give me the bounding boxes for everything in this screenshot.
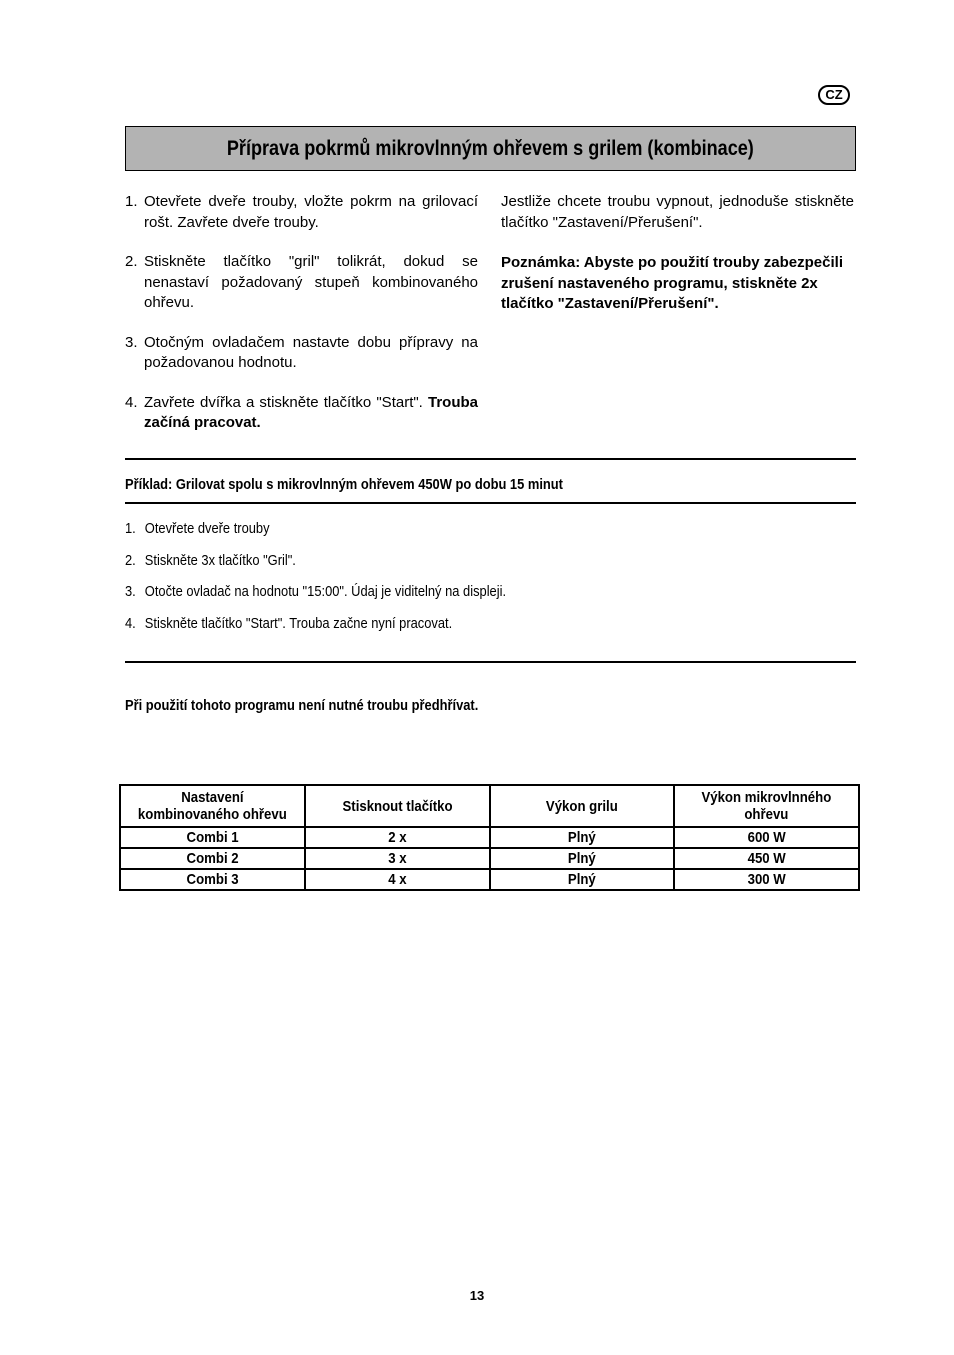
cell-text: Plný [567,871,596,888]
table-cell [305,848,490,869]
table-header-cell [305,785,490,827]
step-number: 2. [125,253,138,270]
step-text: Stiskněte tlačítko "gril" tolikrát, dokud se nenastaví požadovaný stupeň kombinovaného ohřevu. [144,253,478,311]
example-heading [125,476,634,493]
step-text: Otevřete dveře trouby, vložte pokrm na grilovací rošt. Zavřete dveře trouby. [144,193,478,231]
switch-off-text: Jestliže chcete troubu vypnout, jednoduše stiskněte tlačítko "Zastavení/Přerušení". [501,193,854,231]
example-step-number: 4. [125,615,136,633]
table-header-row [120,785,859,827]
table-cell [490,848,675,869]
table-cell [674,869,859,890]
note-text: Poznámka: Abyste po použití trouby zabezpečili zrušení nastaveného programu, stiskněte 2x tlačítko "Zastavení/Přerušení". [501,254,843,312]
cell-text: Combi 2 [186,850,239,867]
page-number: 13 [469,1288,485,1303]
header-text: Výkon mikrovlnného ohřevu [701,789,832,823]
instruction-step [125,252,478,314]
table-cell [490,869,675,890]
example-step [125,520,568,552]
step-text: Otočným ovladačem nastavte dobu přípravy na požadovanou hodnotu. [144,333,478,371]
instruction-step [125,333,478,374]
table-row [120,869,859,890]
table-cell [305,827,490,848]
table-header-cell [490,785,675,827]
table-row [120,848,859,869]
table-row [120,827,859,848]
table-cell [120,827,305,848]
example-step-text: Otevřete dveře trouby [144,520,270,537]
header-text: Výkon grilu [545,797,618,815]
cell-text: 450 W [747,850,786,867]
cell-text: 600 W [747,829,786,846]
step-text-container [144,393,478,434]
table-cell [674,848,859,869]
cell-text: 3 x [387,850,407,867]
combi-settings-table [119,784,860,891]
table-cell [305,869,490,890]
instructions-column [125,192,478,453]
table-cell [120,869,305,890]
table-cell [120,848,305,869]
example-step-number: 1. [125,520,136,537]
step-text: Zavřete dvířka a stiskněte tlačítko "Start". [144,393,428,411]
step-number: 3. [125,333,138,351]
language-badge: CZ [818,85,850,105]
example-step [125,583,568,615]
preheat-note-text: Při použití tohoto programu není nutné troubu předhřívat. [125,697,479,714]
example-step-text: Stiskněte tlačítko "Start". Trouba začne nyní pracovat. [144,615,453,633]
table-header-cell [674,785,859,827]
header-text: Nastavení kombinovaného ohřevu [137,789,287,823]
instruction-step [125,192,478,233]
example-step-text: Otočte ovladač na hodnotu "15:00". Údaj je viditelný na displeji. [144,583,507,601]
example-step-text: Stiskněte 3x tlačítko "Gril". [144,551,296,569]
table-header-cell [120,785,305,827]
table-cell [674,827,859,848]
divider [125,661,856,663]
example-steps-list [125,520,568,647]
header-text: Stisknout tlačítko [342,797,453,815]
info-column [501,192,854,315]
step-number: 4. [125,393,138,411]
cell-text: 4 x [387,871,407,888]
cell-text: Combi 1 [186,829,239,846]
example-step [125,615,568,647]
cell-text: 300 W [747,871,786,888]
section-title: Příprava pokrmů mikrovlnným ohřevem s grilem (kombinace) [227,136,754,160]
step-number: 1. [125,193,138,210]
step-text-bold: Trouba začíná pracovat. [144,393,478,431]
example-step [125,552,568,584]
preheat-note [125,697,536,714]
instruction-step [125,393,478,434]
section-title-box [125,126,856,171]
divider [125,458,856,460]
cell-text: 2 x [387,829,407,846]
example-step-number: 3. [125,583,136,601]
example-heading-text: Příklad: Grilovat spolu s mikrovlnným ohřevem 450W po dobu 15 minut [125,476,563,493]
cell-text: Plný [567,829,596,846]
cell-text: Plný [567,850,596,867]
divider [125,502,856,504]
cell-text: Combi 3 [186,871,239,888]
table-cell [490,827,675,848]
example-step-number: 2. [125,551,136,569]
